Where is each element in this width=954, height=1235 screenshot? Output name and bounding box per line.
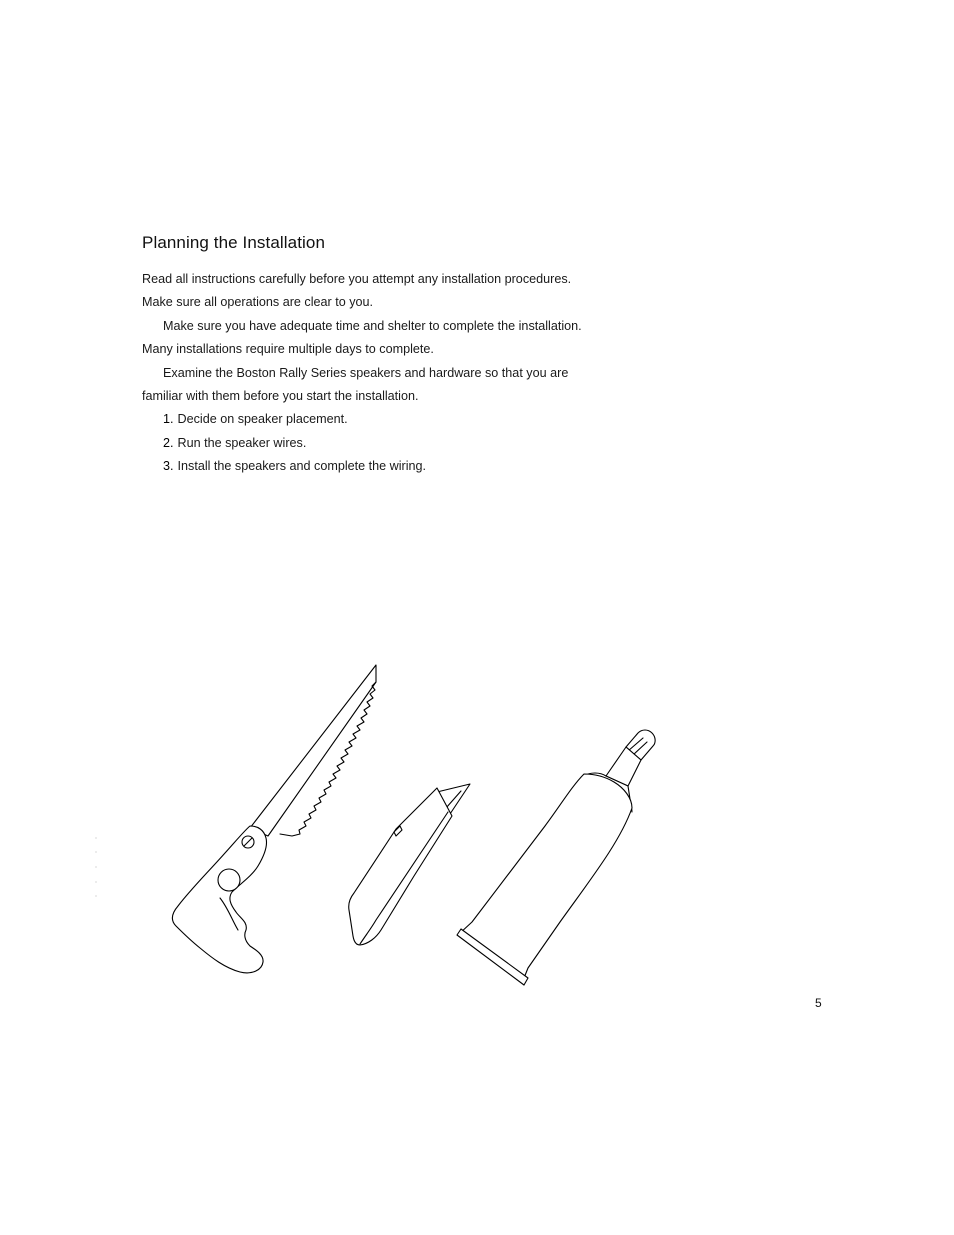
page-title: Planning the Installation [142,233,326,252]
step-text: Run the speaker wires. [177,435,307,450]
instructions-text [142,268,582,479]
list-item [163,455,582,478]
keyhole-saw-icon [172,665,376,973]
paragraph: Examine the Boston Rally Series speakers and hardware so that you are familiar with them before you start the installation. [142,365,569,404]
step-number: 1. [163,412,174,427]
paragraph: Make sure you have adequate time and shelter to complete the installation. Many installations require multiple days to complete. [142,318,582,357]
page-number: 5 [815,996,822,1010]
adhesive-tube-icon [457,730,655,985]
step-number: 3. [163,459,174,474]
utility-knife-icon [349,784,470,945]
steps-list [142,408,582,478]
list-item [163,408,582,431]
step-text: Decide on speaker placement. [177,412,348,427]
paragraph: Read all instructions carefully before you attempt any installation procedures. Make sure all operations are clear to you. [142,272,572,310]
tools-illustration [90,655,690,995]
step-text: Install the speakers and complete the wiring. [177,459,427,474]
list-item [163,432,582,455]
step-number: 2. [163,435,174,450]
